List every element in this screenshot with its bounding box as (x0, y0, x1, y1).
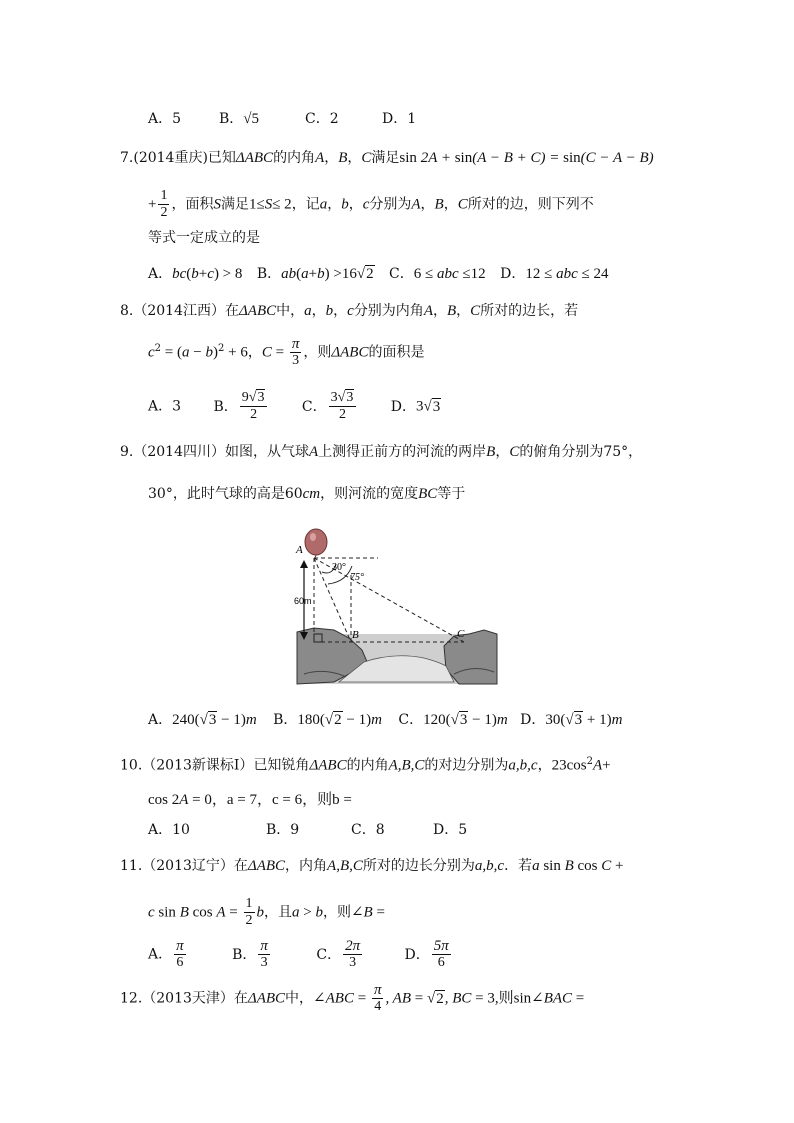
q10-option-a: A．10 (148, 822, 190, 838)
q11-option-c: C． (316, 946, 342, 963)
q10-option-d: D．5 (433, 822, 468, 838)
q11-line-2: c sin B cos A = $\frac{1}{2}$ b，且a > b，则∠B = (148, 896, 385, 928)
q8-option-b: B． (213, 398, 238, 415)
q7-option-d: D． (500, 266, 526, 282)
q6-option-c: C．2 (305, 111, 339, 127)
q7-text: 的内角 (273, 150, 316, 166)
q7-options: A．bc(b+c) > 8 B．ab(a+b) >16√2 C．6 ≤ abc ≤12 D．12 ≤ abc ≤ 24 (148, 266, 609, 282)
height-label: 60m (294, 596, 312, 606)
q11-text: ，且 (264, 904, 292, 921)
right-bank (444, 630, 497, 684)
q10-source: （2013新课标Ⅰ） (142, 757, 254, 774)
q8-number: 8. (120, 303, 134, 319)
q7-text: 已知 (207, 150, 236, 166)
q7-equation: sin 2A + sin(A − B + C) = sin(C − A − B) (399, 150, 654, 166)
q10-number: 10. (120, 757, 143, 774)
q8-text: 在 (225, 303, 239, 319)
q7-text: 所对的边，则下列不 (467, 196, 594, 213)
q11-line-1: 11.（2013辽宁）在ΔABC，内角A,B,C所对的边长分别为a,b,c．若a sin B cos C + (120, 858, 624, 874)
q7-source: (2014重庆) (133, 150, 208, 166)
q7-math: B (338, 150, 348, 166)
q9-text: 如图，从气球 (225, 444, 309, 460)
q11-option-a: A． (148, 946, 173, 963)
q8-option-c: C． (301, 398, 327, 415)
q8-text: 中， (276, 303, 305, 319)
q6-option-b-value: √5 (243, 111, 260, 127)
q6-option-b (219, 109, 259, 129)
q11-text: ，则 (322, 904, 351, 921)
q12-text: 在 (233, 990, 248, 1007)
q9-text: 等于 (437, 486, 466, 502)
q11-option-d: D． (404, 946, 430, 963)
q7-text: ，面积 (171, 196, 214, 213)
q7-line-2: + $\frac{1}{2}$ ，面积S满足1≤S≤ 2，记a，b，c分别为A，B，C所对的边，则下列不 (148, 188, 594, 220)
q7-number: 7. (120, 150, 134, 166)
q7-math: C (361, 150, 372, 166)
q9-option-b: B． (273, 712, 298, 728)
q6-option-b-label: B． (219, 111, 244, 127)
q11-text: ，内角 (285, 858, 328, 874)
q8-option-a: A．3 (148, 398, 182, 415)
q12-line-1: 12.（2013天津）在ΔABC中，∠ABC = $\frac{\pi}{4}$ , AB = √2, BC = 3,则sin∠BAC = (120, 982, 585, 1014)
q7-text: 满足 (220, 196, 249, 213)
q8-text: ，则 (303, 344, 332, 361)
q10-text: ，a = 7，c = 6，则b = (211, 792, 352, 808)
angle-label-30: 30° (332, 562, 346, 573)
q11-option-b: B． (232, 946, 257, 963)
q7-line-1: 7.(2014重庆)已知ΔABC的内角A，B，C满足sin 2A + sin(A − B + C) = sin(C − A − B) (120, 150, 654, 166)
q7-math: ΔABC (235, 150, 274, 166)
q7-math: A (315, 150, 325, 166)
q11-options: A． $\frac{\pi}{6}$ B． $\frac{\pi}{3}$ C． $\frac{2\pi}{3}$ D． $\frac{5\pi}{6}$ (148, 938, 449, 970)
balloon (305, 529, 327, 555)
q8-line-1: 8.（2014江西）在ΔABC中，a，b，c分别为内角A，B，C所对的边长，若 (120, 303, 579, 319)
q12-number: 12. (120, 990, 143, 1007)
label-a: A (296, 544, 303, 556)
label-b: B (352, 629, 359, 641)
q7-fraction: $\frac{1}{2}$ (160, 188, 168, 220)
q9-line-1: 9.（2014四川）如图，从气球A上测得正前方的河流的两岸B，C的俯角分别为75°， (120, 444, 643, 460)
q12-text: 中， (285, 990, 314, 1007)
q8-text: 所对的边长，若 (480, 303, 579, 319)
q11-number: 11. (120, 858, 143, 874)
q8-text: 的面积是 (368, 344, 425, 361)
q8-options: A．3 B． $\frac{9√3}{2}$ C． $\frac{3√3}{2}$ D．3√3 (148, 390, 441, 422)
q7-text: ，记 (291, 196, 320, 213)
q9-option-a: A． (148, 712, 173, 728)
q11-text: ．若 (504, 858, 533, 874)
q11-text: 所对的边长分别为 (362, 858, 475, 874)
q9-source: （2014四川） (133, 444, 225, 460)
q10-line-2: cos 2A = 0，a = 7，c = 6，则b = (148, 792, 352, 808)
q9-text: 上测得正前方的河流的两岸 (318, 444, 487, 460)
q11-source: （2013辽宁） (142, 858, 234, 874)
q10-text: 的内角 (346, 757, 389, 774)
q9-line-2: 30°，此时气球的高是60cm，则河流的宽度BC等于 (148, 486, 466, 502)
arrow-head-up (300, 560, 308, 568)
angle-label-75: 75° (350, 572, 364, 583)
q7-option-a: A． (148, 266, 173, 282)
q8-text: 分别为内角 (353, 303, 424, 319)
q10-option-c: C．8 (351, 822, 385, 838)
balloon-highlight (310, 533, 316, 541)
q9-text: 30°，此时气球的高是60 (148, 486, 303, 502)
q9-options: A．240(√3 − 1)m B．180(√2 − 1)m C．120(√3 − 1)m D．30(√3 + 1)m (148, 712, 623, 728)
q9-option-d: D． (520, 712, 546, 728)
q10-line-1: 10.（2013新课标Ⅰ）已知锐角ΔABC的内角A,B,C的对边分别为a,b,c，$23\cos^2A+$ (120, 756, 611, 774)
q7-option-c: C． (389, 266, 414, 282)
q8-source: （2014江西） (133, 303, 225, 319)
q7-text: 分别为 (369, 196, 412, 213)
label-c: C (457, 628, 465, 640)
q8-option-d: D． (390, 398, 417, 415)
q12-source: （2013天津） (142, 990, 234, 1007)
q10-option-b: B．9 (266, 822, 300, 838)
q9-option-c: C． (398, 712, 424, 728)
q9-number: 9. (120, 444, 134, 460)
q9-text: ，则河流的宽度 (320, 486, 419, 502)
q10-text: 的对边分别为 (424, 757, 509, 774)
balloon-river-figure (294, 524, 500, 686)
q7-line-3: 等式一定成立的是 (148, 230, 260, 246)
q6-option-d: D．1 (382, 111, 417, 127)
q9-text: 的俯角分别为75°， (519, 444, 643, 460)
q7-option-b: B． (256, 266, 282, 282)
q11-text: 在 (233, 858, 248, 874)
q6-option-a: A．5 (148, 111, 182, 127)
q8-line-2: $c^2 = (a - b)^2 + 6$，C = $\frac{\pi}{3}$ ，则ΔABC的面积是 (148, 336, 425, 368)
q10-text: 已知锐角 (253, 757, 310, 774)
q7-text: 满足 (371, 150, 400, 166)
